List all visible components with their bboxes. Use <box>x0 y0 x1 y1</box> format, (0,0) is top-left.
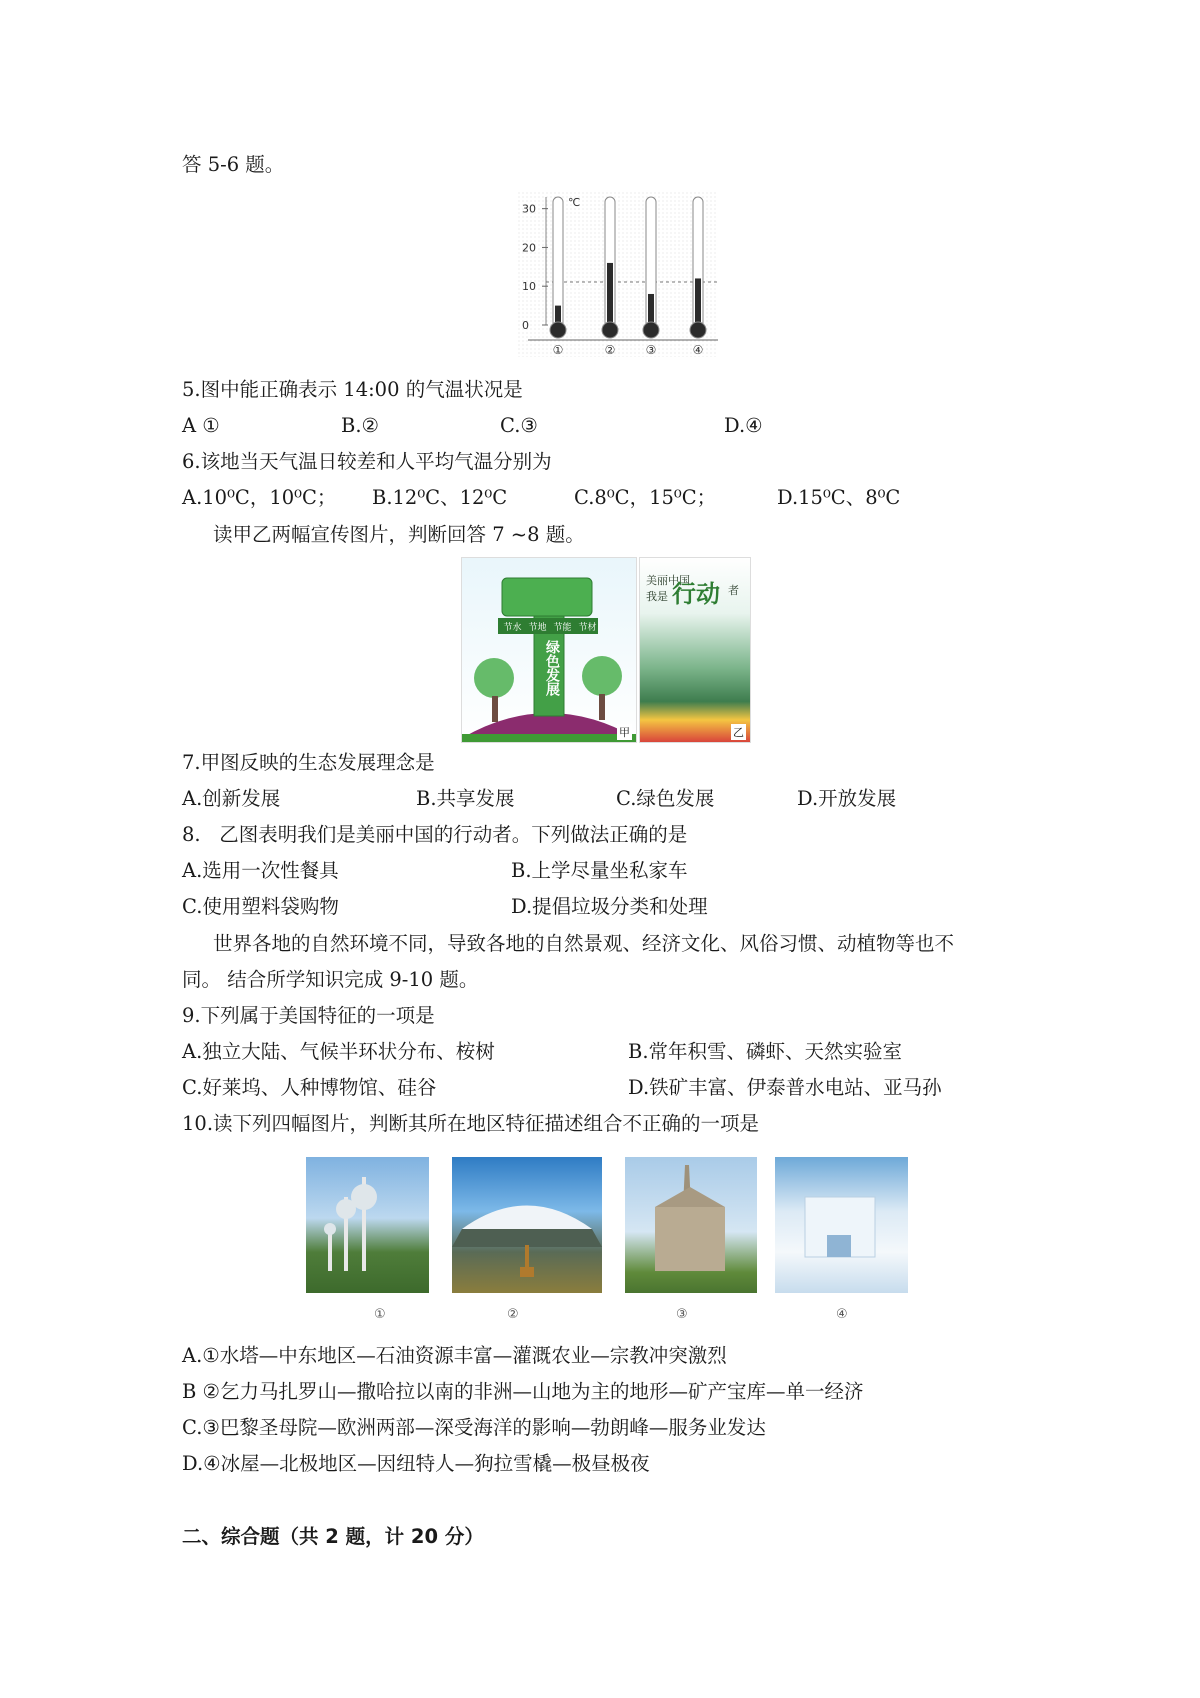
q7-stem: 7.甲图反映的生态发展理念是 <box>182 751 435 774</box>
poster-yi-tag: 乙 <box>733 726 744 739</box>
thermometer-label: ② <box>604 343 616 357</box>
poster-jia-vertical: 绿色发展 <box>544 640 560 696</box>
section-2-heading: 二、综合题（共 2 题，计 20 分） <box>182 1525 484 1548</box>
thermometer-label: ① <box>552 343 564 357</box>
q5-option-c: C.③ <box>500 414 538 437</box>
q7-option-c: C.绿色发展 <box>616 787 715 810</box>
thermometer-bulb <box>690 322 706 338</box>
intro-9-10-line1: 世界各地的自然环境不同，导致各地的自然景观、经济文化、风俗习惯、动植物等也不 <box>213 932 955 955</box>
q5-option-a: A ① <box>182 414 220 437</box>
q10-stem: 10.读下列四幅图片，判断其所在地区特征描述组合不正确的一项是 <box>182 1112 760 1135</box>
poster-yi-big: 行动 <box>672 579 720 608</box>
photo-label-2: ② <box>507 1307 519 1322</box>
thermometer-bulb <box>602 322 618 338</box>
q9-option-c: C.好莱坞、人种博物馆、硅谷 <box>182 1076 437 1099</box>
intro-5-6: 答 5-6 题。 <box>182 153 285 176</box>
q5-option-d: D.④ <box>724 414 763 437</box>
q8-option-d: D.提倡垃圾分类和处理 <box>511 895 708 918</box>
label-save-material: 节材 <box>578 623 597 633</box>
q6-option-b: B.12⁰C、12⁰C <box>372 486 508 509</box>
q8-option-a: A.选用一次性餐具 <box>182 859 339 882</box>
thermometer-label: ③ <box>645 343 657 357</box>
poster-yi-title-2: 我是 <box>646 590 668 603</box>
photo-kilimanjaro <box>452 1157 602 1293</box>
label-save-energy: 节能 <box>553 623 572 633</box>
q6-option-c: C.8⁰C，15⁰C； <box>574 486 717 509</box>
thermometer-figure <box>518 192 718 357</box>
label-save-water: 节水 <box>503 623 522 633</box>
q10-option-d: D.④冰屋—北极地区—因纽特人—狗拉雪橇—极昼极夜 <box>182 1452 650 1475</box>
photo-water-towers <box>306 1157 429 1293</box>
thermometer-level <box>607 263 613 327</box>
q10-option-a: A.①水塔—中东地区—石油资源丰富—灌溉农业—宗教冲突激烈 <box>182 1344 727 1367</box>
photo-igloo <box>775 1157 908 1293</box>
q9-option-a: A.独立大陆、气候半环状分布、桉树 <box>182 1040 495 1063</box>
poster-yi <box>639 557 751 743</box>
label-save-land: 节地 <box>528 623 547 633</box>
q6-option-a: A.10⁰C，10⁰C； <box>182 486 337 509</box>
q8-stem: 8. 乙图表明我们是美丽中国的行动者。下列做法正确的是 <box>182 823 688 846</box>
thermo-tick-label: 0 <box>522 319 529 332</box>
photo-label-4: ④ <box>836 1307 848 1322</box>
q8-option-b: B.上学尽量坐私家车 <box>511 859 688 882</box>
thermometer-label: ④ <box>692 343 704 357</box>
poster-jia-labels <box>500 620 600 633</box>
q9-option-d: D.铁矿丰富、伊泰普水电站、亚马孙 <box>628 1076 942 1099</box>
thermo-tick-label: 30 <box>522 202 536 216</box>
q6-option-d: D.15⁰C、8⁰C <box>777 486 901 509</box>
thermometer-bulb <box>550 322 566 338</box>
q7-option-b: B.共享发展 <box>416 787 515 810</box>
q9-stem: 9.下列属于美国特征的一项是 <box>182 1004 435 1027</box>
photo-label-3: ③ <box>676 1307 688 1322</box>
poster-jia <box>461 557 637 743</box>
photo-label-1: ① <box>374 1307 386 1322</box>
intro-7-8: 读甲乙两幅宣传图片，判断回答 7 ~8 题。 <box>213 523 585 546</box>
q5-stem: 5.图中能正确表示 14:00 的气温状况是 <box>182 378 523 401</box>
thermometer-level <box>695 278 701 327</box>
q7-option-a: A.创新发展 <box>182 787 281 810</box>
q7-option-d: D.开放发展 <box>797 787 897 810</box>
q10-option-c: C.③巴黎圣母院—欧洲两部—深受海洋的影响—勃朗峰—服务业发达 <box>182 1416 766 1439</box>
photo-notre-dame <box>625 1157 757 1293</box>
q8-option-c: C.使用塑料袋购物 <box>182 895 339 918</box>
poster-yi-title-1: 美丽中国 <box>646 574 690 587</box>
q5-option-b: B.② <box>341 414 380 437</box>
q9-option-b: B.常年积雪、磷虾、天然实验室 <box>628 1040 903 1063</box>
poster-yi-end: 者 <box>728 584 739 597</box>
q10-option-b: B ②乞力马扎罗山—撒哈拉以南的非洲—山地为主的地形—矿产宝库—单一经济 <box>182 1380 864 1403</box>
intro-9-10-line2: 同。 结合所学知识完成 9-10 题。 <box>182 968 479 991</box>
thermo-tick-label: 10 <box>522 280 536 294</box>
thermo-tick-label: 20 <box>522 241 536 255</box>
q6-stem: 6.该地当天气温日较差和人平均气温分别为 <box>182 450 552 473</box>
thermometer-bulb <box>643 322 659 338</box>
poster-jia-tag: 甲 <box>619 726 630 739</box>
thermo-unit: ℃ <box>568 196 581 209</box>
